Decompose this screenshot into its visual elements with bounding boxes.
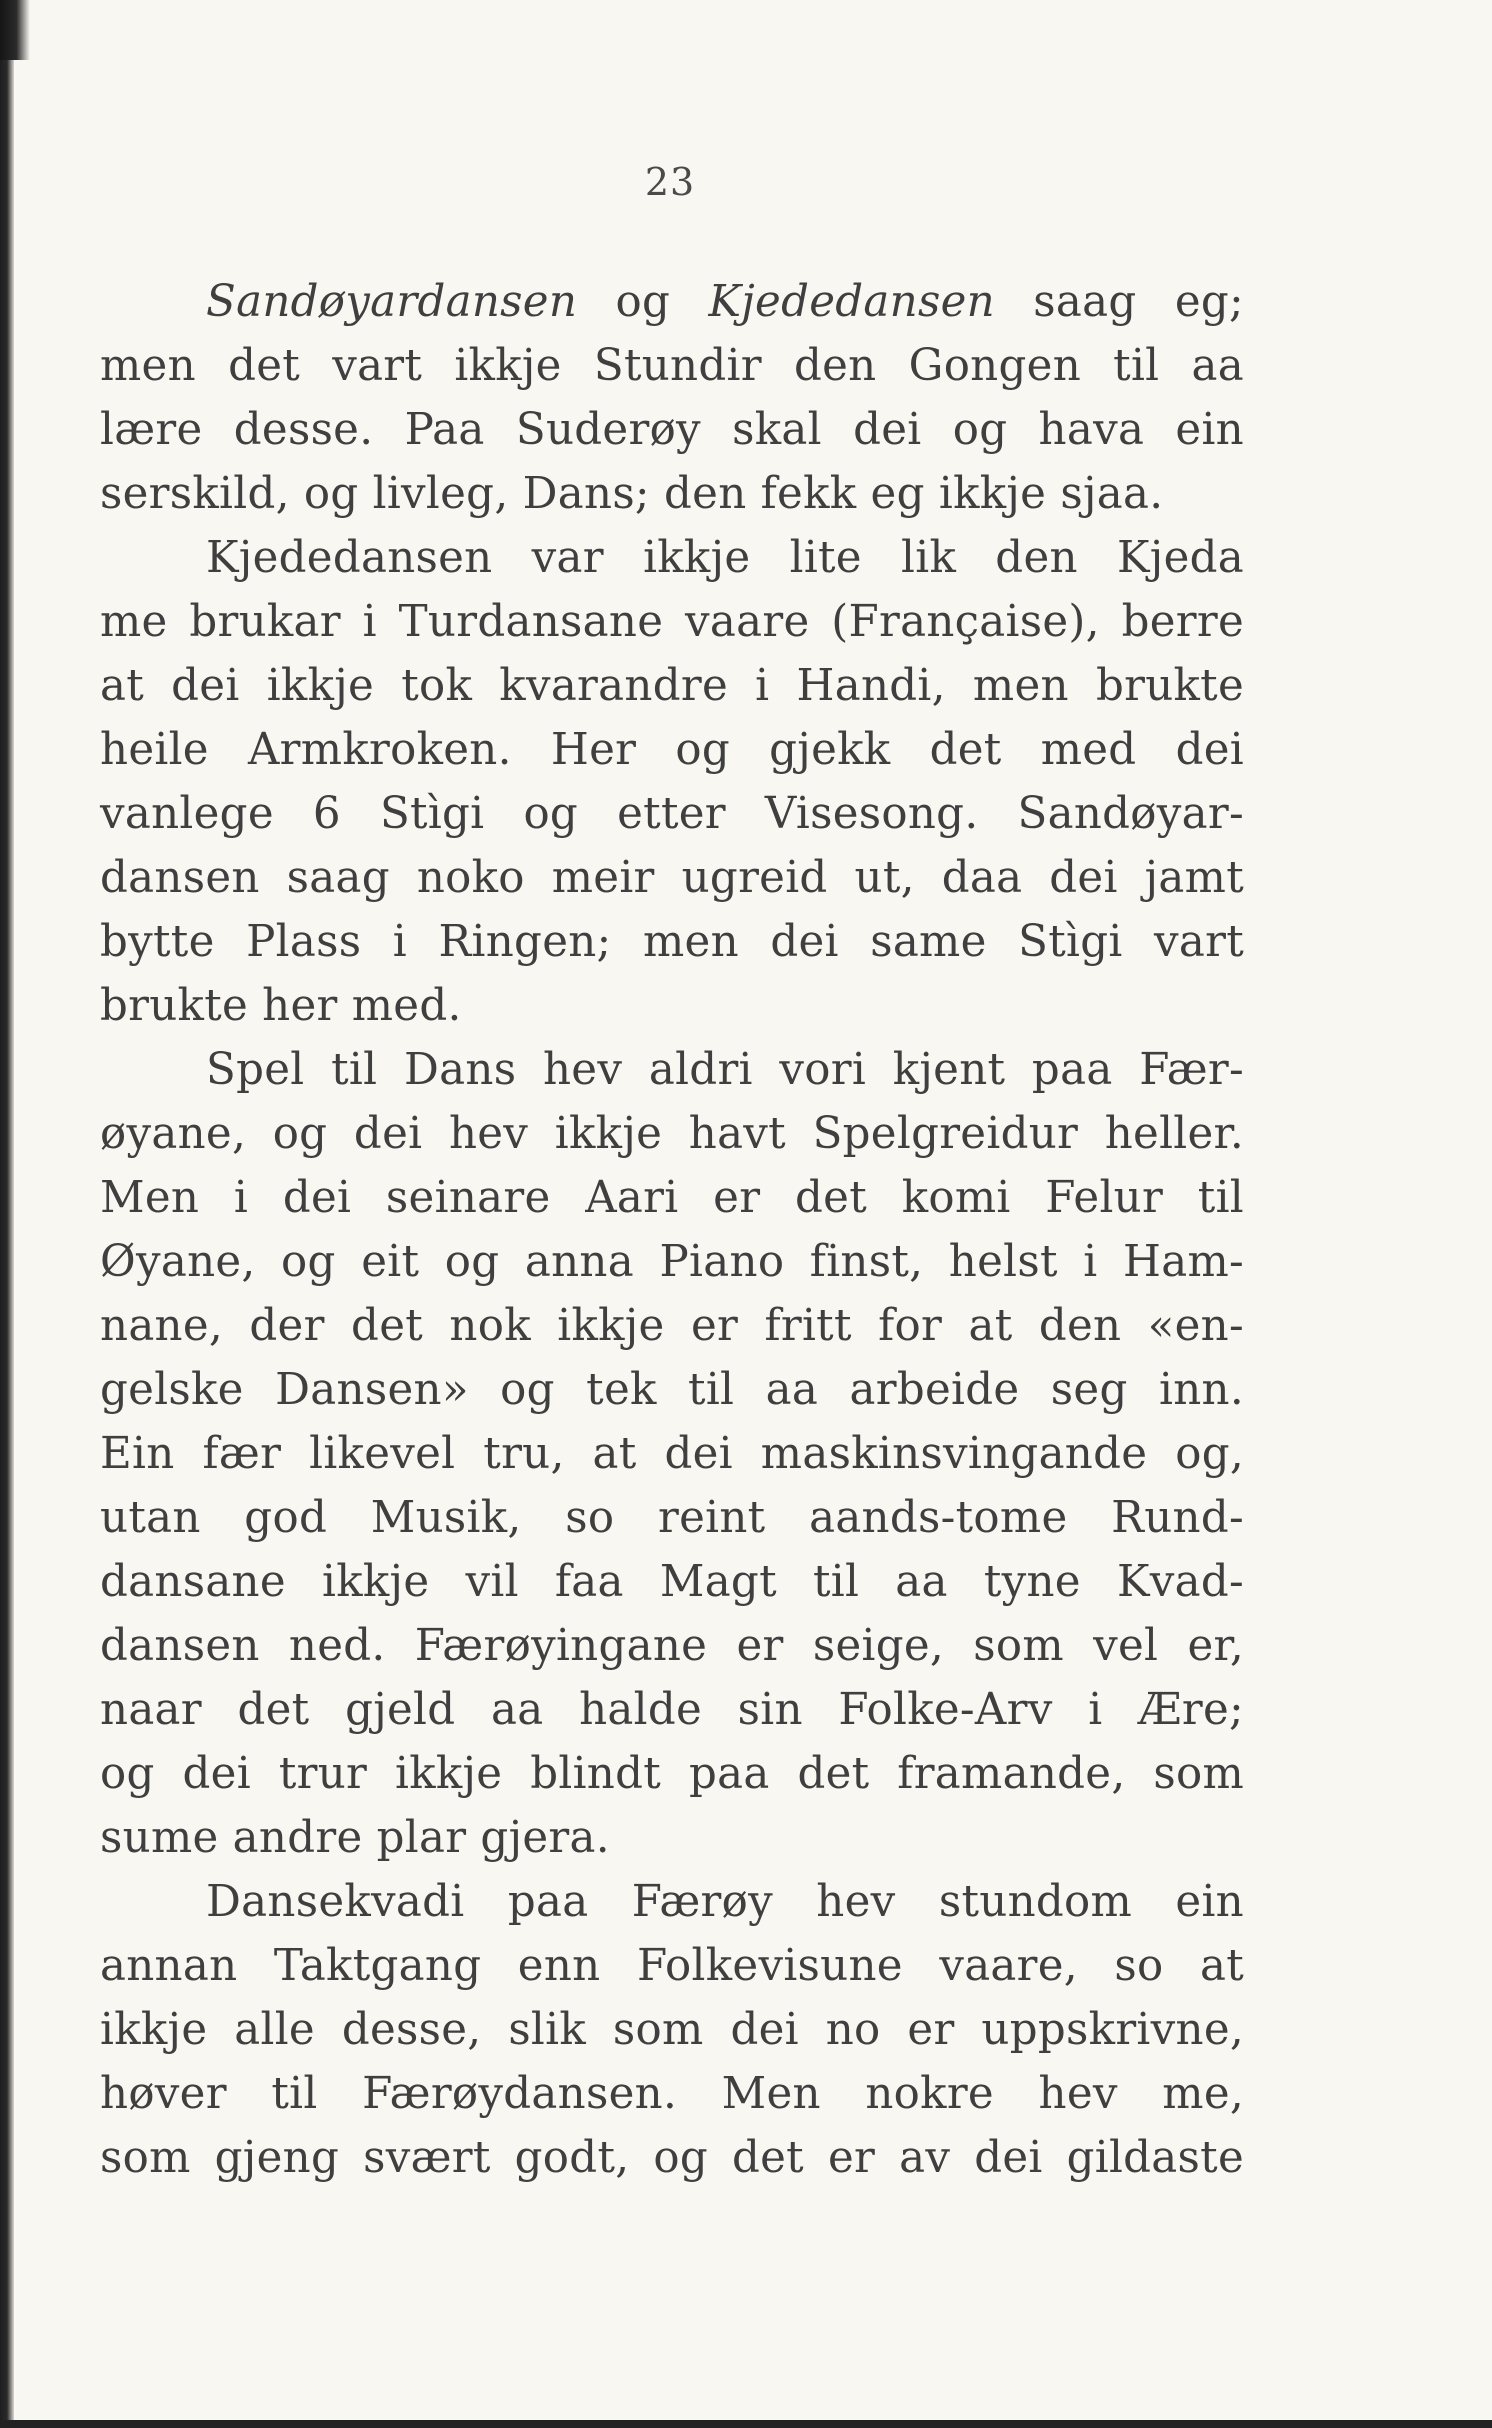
text-segment: saag eg; [994,277,1245,327]
text-segment: serskild, og livleg, Dans; den fekk eg ikkje sjaa. [100,469,1164,519]
text-segment: Øyane, og eit og anna Piano finst, helst i Ham- [100,1237,1244,1287]
text-line [100,1934,1244,1998]
italic-term: Kjededansen [708,277,995,327]
text-segment: høver til Færøydansen. Men nokre hev me, [100,2069,1244,2119]
text-segment: ikkje alle desse, slik som dei no er uppskrivne, [100,2005,1244,2055]
text-line [100,1870,1244,1934]
text-segment: øyane, og dei hev ikkje havt Spelgreidur heller. [100,1109,1244,1159]
text-line [100,974,1244,1038]
text-segment: dansen ned. Færøyingane er seige, som vel er, [100,1621,1244,1671]
text-segment: dansane ikkje vil faa Magt til aa tyne Kvad- [100,1557,1244,1607]
text-segment: gelske Dansen» og tek til aa arbeide seg inn. [100,1365,1244,1415]
page-top-left-corner [0,0,30,60]
text-line [100,462,1244,526]
text-segment: nane, der det nok ikkje er fritt for at den «en- [100,1301,1244,1351]
text-line [100,782,1244,846]
text-segment: dansen saag noko meir ugreid ut, daa dei jamt [100,853,1244,903]
text-segment: Ein fær likevel tru, at dei maskinsvingande og, [100,1429,1244,1479]
text-line [100,1486,1244,1550]
text-line [100,1998,1244,2062]
page-left-edge [0,0,14,2428]
text-segment: som gjeng svært godt, og det er av dei gildaste [100,2133,1244,2183]
text-line [100,1358,1244,1422]
text-line [100,1230,1244,1294]
page-bottom-edge [0,2420,1492,2428]
text-line [100,526,1244,590]
text-line [100,270,1244,334]
text-line [100,590,1244,654]
text-segment: heile Armkroken. Her og gjekk det med dei [100,725,1244,775]
text-segment: me brukar i Turdansane vaare (Française), berre [100,597,1244,647]
text-segment: Spel til Dans hev aldri vori kjent paa Fær- [206,1045,1244,1095]
text-segment: brukte her med. [100,981,462,1031]
text-line [100,1422,1244,1486]
text-line [100,718,1244,782]
text-line [100,1742,1244,1806]
text-line [100,1806,1244,1870]
text-segment: Dansekvadi paa Færøy hev stundom ein [206,1877,1244,1927]
text-segment: lære desse. Paa Suderøy skal dei og hava ein [100,405,1244,455]
text-line [100,1294,1244,1358]
text-line [100,1102,1244,1166]
text-line [100,654,1244,718]
text-segment: naar det gjeld aa halde sin Folke-Arv i Ære; [100,1685,1244,1735]
body-text [100,270,1244,2190]
text-line [100,2126,1244,2190]
text-segment: sume andre plar gjera. [100,1813,610,1863]
text-segment: bytte Plass i Ringen; men dei same Stìgi vart [100,917,1244,967]
page-number: 23 [644,160,696,204]
text-line [100,2062,1244,2126]
text-segment: at dei ikkje tok kvarandre i Handi, men brukte [100,661,1244,711]
text-segment: men det vart ikkje Stundir den Gongen til aa [100,341,1244,391]
text-line [100,1614,1244,1678]
text-line [100,846,1244,910]
italic-term: Sandøyardansen [206,277,578,327]
text-segment: Men i dei seinare Aari er det komi Felur til [100,1173,1244,1223]
text-line [100,1678,1244,1742]
text-segment: Kjededansen var ikkje lite lik den Kjeda [206,533,1244,583]
text-segment: annan Taktgang enn Folkevisune vaare, so at [100,1941,1244,1991]
text-line [100,1166,1244,1230]
text-segment: vanlege 6 Stìgi og etter Visesong. Sandøyar- [100,789,1244,839]
text-line [100,910,1244,974]
text-line [100,334,1244,398]
text-line [100,1038,1244,1102]
text-segment: og [577,277,709,327]
text-line [100,1550,1244,1614]
text-segment: utan god Musik, so reint aands-tome Rund- [100,1493,1244,1543]
text-segment: og dei trur ikkje blindt paa det framande, som [100,1749,1244,1799]
text-line [100,398,1244,462]
